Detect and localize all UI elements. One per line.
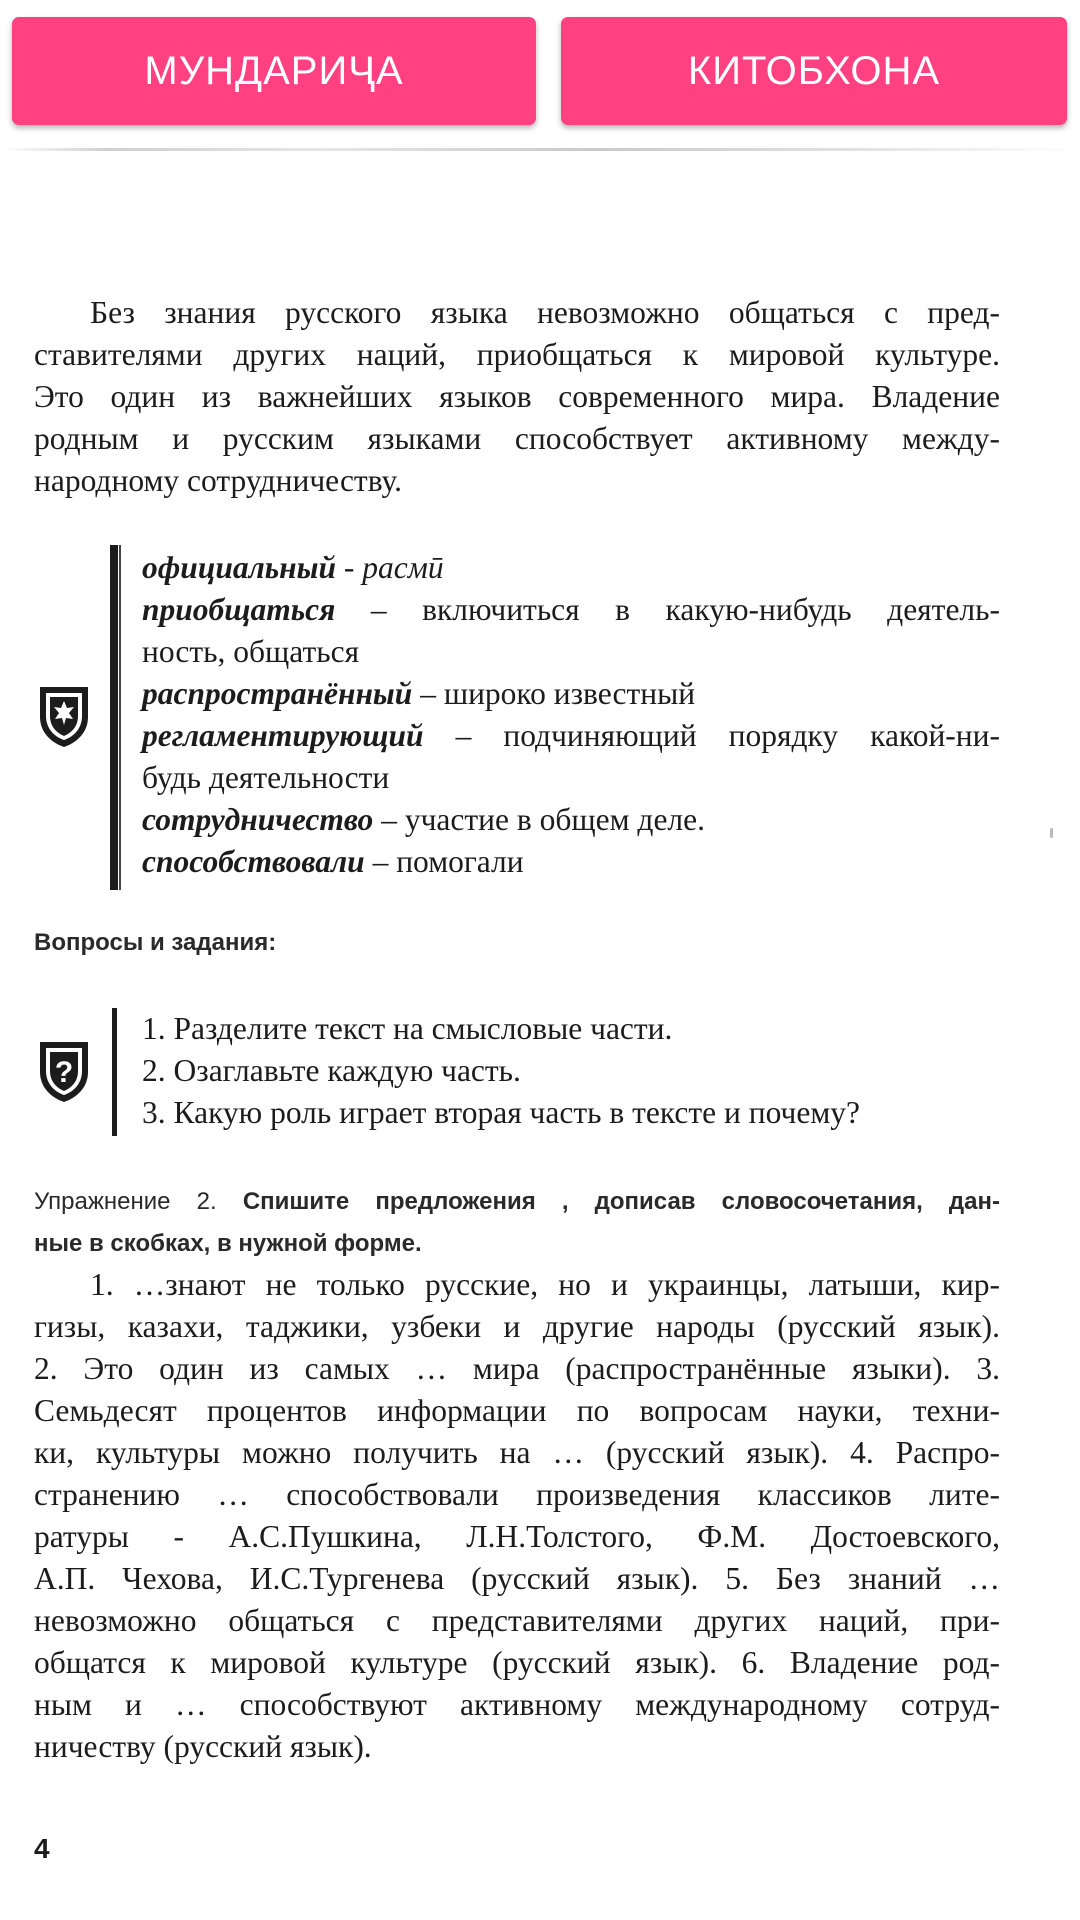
- vocabulary-entry: [142, 673, 1000, 715]
- svg-text:?: ?: [54, 1056, 74, 1089]
- vocabulary-entry: [142, 589, 1000, 631]
- vocabulary-term: распространённый: [142, 676, 413, 711]
- library-button[interactable]: КИТОБХОНА: [561, 17, 1067, 125]
- question-item: 3. Какую роль играет вторая часть в тексте и почему?: [142, 1095, 860, 1130]
- vocabulary-term: регламентирующий: [142, 718, 424, 753]
- intro-line: Это один из важнейших языков современного мира. Владение: [34, 379, 1000, 414]
- exercise-task: Спишите предложения , дописав словосочетания, дан-: [242, 1188, 1000, 1215]
- exercise-line: ратуры - А.С.Пушкина, Л.Н.Толстого, Ф.М. Достоевского,: [34, 1519, 1000, 1554]
- question-shield-icon: [36, 1038, 92, 1104]
- exercise-line: А.П. Чехова, И.С.Тургенева (русский язык). 5. Без знаний …: [34, 1561, 1000, 1596]
- exercise-line: ным и … способствуют активному международному сотруд-: [34, 1687, 1000, 1722]
- vocabulary-definition: широко известный: [443, 676, 696, 711]
- scan-speck: [1050, 828, 1053, 838]
- vocabulary-definition: помогали: [396, 844, 524, 879]
- exercise-line: Семьдесят процентов информации по вопросам науки, техни-: [34, 1393, 1000, 1428]
- exercise-line: 2. Это один из самых … мира (распространённые языки). 3.: [34, 1351, 1000, 1386]
- vocabulary-definition: расмӣ: [362, 550, 444, 585]
- questions-heading: Вопросы и задания:: [34, 929, 277, 956]
- contents-button[interactable]: МУНДАРИҶА: [12, 17, 536, 125]
- vocabulary-term: приобщаться: [142, 592, 336, 627]
- vocabulary-definition: включиться в какую-нибудь деятель-: [422, 592, 1000, 627]
- vocabulary-definition: подчиняющий порядку какой-ни-: [503, 718, 1001, 753]
- questions-sidebar-line: [112, 1008, 117, 1136]
- page-number: 4: [34, 1833, 50, 1864]
- vocabulary-separator: –: [373, 802, 405, 837]
- vocabulary-entry: [142, 547, 1000, 589]
- intro-line: ставителями других наций, приобщаться к мировой культуре.: [34, 337, 1000, 372]
- vocabulary-definition: участие в общем деле.: [404, 802, 706, 837]
- exercise-label: Упражнение 2.: [34, 1188, 217, 1215]
- question-item: 1. Разделите текст на смысловые части.: [142, 1011, 673, 1046]
- intro-line: народному сотрудничеству.: [34, 463, 402, 498]
- question-item: 2. Озаглавьте каждую часть.: [142, 1053, 521, 1088]
- exercise-line: ничеству (русский язык).: [34, 1729, 372, 1764]
- vocabulary-term: способствовали: [142, 844, 365, 879]
- intro-line: родным и русским языками способствует активному между-: [34, 421, 1000, 456]
- vocabulary-separator: -: [336, 550, 363, 585]
- exercise-line: 1. …знают не только русские, но и украинцы, латыши, кир-: [90, 1267, 1000, 1302]
- scan-edge-divider: [0, 148, 1080, 151]
- intro-paragraph: [34, 292, 1000, 502]
- exercise-line: гизы, казахи, таджики, узбеки и другие народы (русский язык).: [34, 1309, 1000, 1344]
- vocabulary-separator: –: [412, 676, 444, 711]
- exercise-task-cont: ные в скобках, в нужной форме.: [34, 1230, 422, 1257]
- vocabulary-entry: [142, 799, 1000, 841]
- exercise-title: [34, 1181, 1000, 1265]
- exercise-line: ки, культуры можно получить на … (русский язык). 4. Распро-: [34, 1435, 1000, 1470]
- top-bar: [0, 0, 1080, 150]
- vocabulary-definition-cont: ность, общаться: [142, 634, 360, 669]
- vocabulary-entry: [142, 841, 1000, 883]
- exercise-line: общатся к мировой культуре (русский язык). 6. Владение род-: [34, 1645, 1000, 1680]
- vocabulary-sidebar-line: [110, 545, 118, 890]
- dictionary-shield-icon: [36, 683, 92, 749]
- vocabulary-sidebar-line-thin: [119, 545, 121, 890]
- vocabulary-list: [142, 547, 1000, 883]
- intro-line: Без знания русского языка невозможно общаться с пред-: [90, 295, 1000, 330]
- vocabulary-separator: –: [364, 844, 397, 879]
- questions-list: [142, 1008, 1000, 1134]
- vocabulary-definition-cont: будь деятельности: [142, 760, 390, 795]
- exercise-line: странению … способствовали произведения классиков лите-: [34, 1477, 1000, 1512]
- exercise-text: [34, 1264, 1000, 1768]
- vocabulary-separator: –: [335, 592, 423, 627]
- vocabulary-entry: [142, 715, 1000, 757]
- vocabulary-separator: –: [423, 718, 504, 753]
- exercise-line: невозможно общаться с представителями других наций, при-: [34, 1603, 1000, 1638]
- vocabulary-term: сотрудничество: [142, 802, 374, 837]
- vocabulary-term: официальный: [142, 550, 337, 585]
